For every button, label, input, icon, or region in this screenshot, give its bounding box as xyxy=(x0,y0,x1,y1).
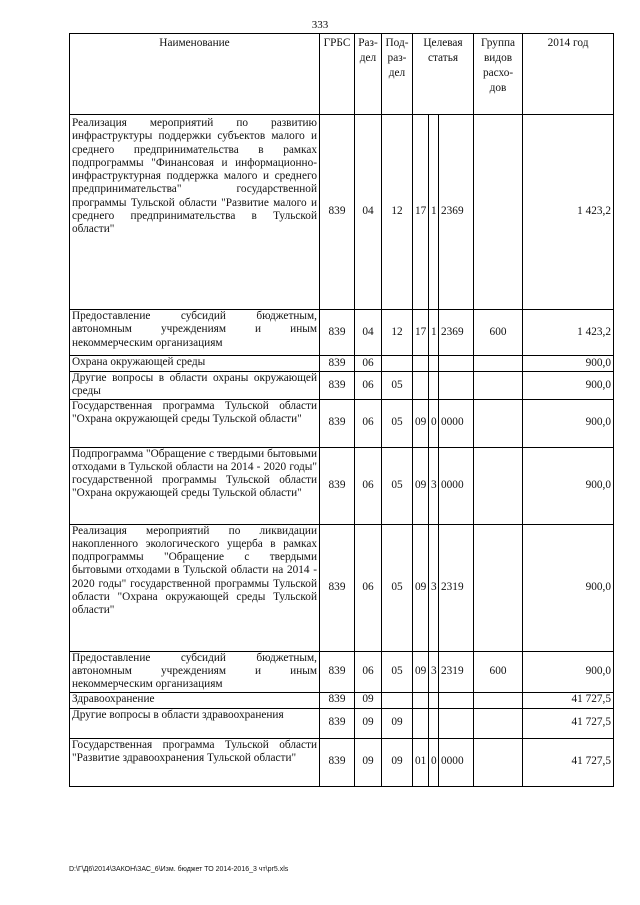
row-amount: 900,0 xyxy=(523,447,614,524)
row-target-part2: 0 xyxy=(429,738,439,786)
table-row xyxy=(70,708,614,738)
table-row xyxy=(70,115,614,310)
row-name: Реализация мероприятий по ликвидации накопленного экологического ущерба в рамках подпрограммы "Обращение с твердыми бытовыми отходами в Тульской области на 2014 - 2020 годы" государственной программы Тульской области "Охрана окружающей среды Тульской области" xyxy=(70,524,320,651)
row-target-part2: 3 xyxy=(429,651,439,692)
row-podrazdel: 05 xyxy=(382,447,413,524)
header-razdel: Раз- дел xyxy=(355,34,382,115)
row-grbs: 839 xyxy=(320,708,355,738)
row-razdel: 09 xyxy=(355,738,382,786)
row-amount: 1 423,2 xyxy=(523,310,614,356)
row-target-part1: 17 xyxy=(413,115,429,310)
table-row xyxy=(70,399,614,447)
row-name: Охрана окружающей среды xyxy=(70,356,320,372)
row-target-part3 xyxy=(439,356,474,372)
row-target-part1 xyxy=(413,356,429,372)
row-podrazdel: 05 xyxy=(382,524,413,651)
row-target-part1: 09 xyxy=(413,651,429,692)
row-razdel: 06 xyxy=(355,356,382,372)
row-grbs: 839 xyxy=(320,115,355,310)
table-row xyxy=(70,738,614,786)
page-number: 333 xyxy=(311,19,329,31)
row-vid-group xyxy=(474,447,523,524)
row-vid-group xyxy=(474,399,523,447)
table-row xyxy=(70,356,614,372)
row-target-part2 xyxy=(429,356,439,372)
row-grbs: 839 xyxy=(320,372,355,400)
header-grbs: ГРБС xyxy=(320,34,355,115)
row-target-part1: 01 xyxy=(413,738,429,786)
row-amount: 41 727,5 xyxy=(523,692,614,708)
row-amount: 1 423,2 xyxy=(523,115,614,310)
row-razdel: 04 xyxy=(355,310,382,356)
row-razdel: 06 xyxy=(355,372,382,400)
row-razdel: 06 xyxy=(355,399,382,447)
row-razdel: 09 xyxy=(355,708,382,738)
row-razdel: 06 xyxy=(355,447,382,524)
row-vid-group xyxy=(474,524,523,651)
row-name: Предоставление субсидий бюджетным, автономным учреждениям и иным некоммерческим организациям xyxy=(70,651,320,692)
row-target-part3 xyxy=(439,372,474,400)
row-target-part3 xyxy=(439,708,474,738)
row-target-part3: 0000 xyxy=(439,399,474,447)
row-vid-group xyxy=(474,692,523,708)
row-podrazdel: 09 xyxy=(382,738,413,786)
row-podrazdel: 12 xyxy=(382,115,413,310)
row-target-part2 xyxy=(429,692,439,708)
row-amount: 900,0 xyxy=(523,399,614,447)
row-target-part2: 1 xyxy=(429,115,439,310)
row-amount: 900,0 xyxy=(523,356,614,372)
row-target-part2 xyxy=(429,708,439,738)
header-podrazdel: Под- раз- дел xyxy=(382,34,413,115)
row-grbs: 839 xyxy=(320,651,355,692)
row-grbs: 839 xyxy=(320,356,355,372)
row-grbs: 839 xyxy=(320,692,355,708)
row-vid-group xyxy=(474,738,523,786)
row-amount: 41 727,5 xyxy=(523,708,614,738)
row-target-part2: 0 xyxy=(429,399,439,447)
row-target-part3: 2319 xyxy=(439,651,474,692)
table-row xyxy=(70,692,614,708)
row-name: Подпрограмма "Обращение с твердыми бытовыми отходами в Тульской области на 2014 - 2020 годы" государственной программы Тульской области "Охрана окружающей среды Тульской области" xyxy=(70,447,320,524)
row-vid-group: 600 xyxy=(474,310,523,356)
header-year: 2014 год xyxy=(523,34,614,115)
row-name: Здравоохранение xyxy=(70,692,320,708)
row-amount: 900,0 xyxy=(523,372,614,400)
row-grbs: 839 xyxy=(320,524,355,651)
row-amount: 900,0 xyxy=(523,651,614,692)
header-row xyxy=(70,34,614,115)
row-vid-group xyxy=(474,708,523,738)
header-vid-group: Группа видов расхо- дов xyxy=(474,34,523,115)
table-row xyxy=(70,524,614,651)
row-name: Предоставление субсидий бюджетным, автономным учреждениям и иным некоммерческим организациям xyxy=(70,310,320,356)
header-name: Наименование xyxy=(70,34,320,115)
row-target-part1: 09 xyxy=(413,524,429,651)
table-row xyxy=(70,310,614,356)
row-target-part2 xyxy=(429,372,439,400)
row-vid-group xyxy=(474,372,523,400)
row-target-part3: 2319 xyxy=(439,524,474,651)
row-razdel: 09 xyxy=(355,692,382,708)
row-vid-group: 600 xyxy=(474,651,523,692)
row-name: Государственная программа Тульской области "Охрана окружающей среды Тульской области" xyxy=(70,399,320,447)
row-podrazdel xyxy=(382,692,413,708)
row-target-part3: 0000 xyxy=(439,447,474,524)
row-target-part3 xyxy=(439,692,474,708)
row-target-part2: 3 xyxy=(429,447,439,524)
row-name: Другие вопросы в области здравоохранения xyxy=(70,708,320,738)
row-name: Другие вопросы в области охраны окружающей среды xyxy=(70,372,320,400)
row-grbs: 839 xyxy=(320,399,355,447)
row-amount: 41 727,5 xyxy=(523,738,614,786)
row-target-part3: 0000 xyxy=(439,738,474,786)
row-podrazdel: 05 xyxy=(382,372,413,400)
budget-table xyxy=(69,33,614,787)
row-target-part2: 3 xyxy=(429,524,439,651)
row-vid-group xyxy=(474,356,523,372)
header-target-article: Целевая статья xyxy=(413,34,474,115)
row-target-part2: 1 xyxy=(429,310,439,356)
row-target-part1 xyxy=(413,708,429,738)
row-name: Реализация мероприятий по развитию инфраструктуры поддержки субъектов малого и среднего предпринимательства в рамках подпрограммы "Финансовая и информационно-инфраструктурная поддержка малого и среднего предпринимательства" государственной программы Тульской области "Развитие малого и среднего предпринимательства в Тульской области" xyxy=(70,115,320,310)
row-grbs: 839 xyxy=(320,310,355,356)
row-target-part1 xyxy=(413,372,429,400)
row-target-part1: 17 xyxy=(413,310,429,356)
row-razdel: 06 xyxy=(355,651,382,692)
row-razdel: 06 xyxy=(355,524,382,651)
row-grbs: 839 xyxy=(320,738,355,786)
row-target-part3: 2369 xyxy=(439,115,474,310)
row-podrazdel: 09 xyxy=(382,708,413,738)
row-target-part3: 2369 xyxy=(439,310,474,356)
row-podrazdel: 05 xyxy=(382,651,413,692)
row-razdel: 04 xyxy=(355,115,382,310)
row-target-part1 xyxy=(413,692,429,708)
row-podrazdel: 05 xyxy=(382,399,413,447)
row-grbs: 839 xyxy=(320,447,355,524)
table-row xyxy=(70,372,614,400)
table-row xyxy=(70,651,614,692)
row-target-part1: 09 xyxy=(413,399,429,447)
row-target-part1: 09 xyxy=(413,447,429,524)
row-vid-group xyxy=(474,115,523,310)
row-podrazdel: 12 xyxy=(382,310,413,356)
row-podrazdel xyxy=(382,356,413,372)
table-row xyxy=(70,447,614,524)
file-path-footer: D:\Г\Д6\2014\ЗАКОН\ЗАС_6\Изм. бюджет ТО 2014-2016_3 чт\pr5.xls xyxy=(69,866,289,873)
row-name: Государственная программа Тульской области "Развитие здравоохранения Тульской области" xyxy=(70,738,320,786)
row-amount: 900,0 xyxy=(523,524,614,651)
